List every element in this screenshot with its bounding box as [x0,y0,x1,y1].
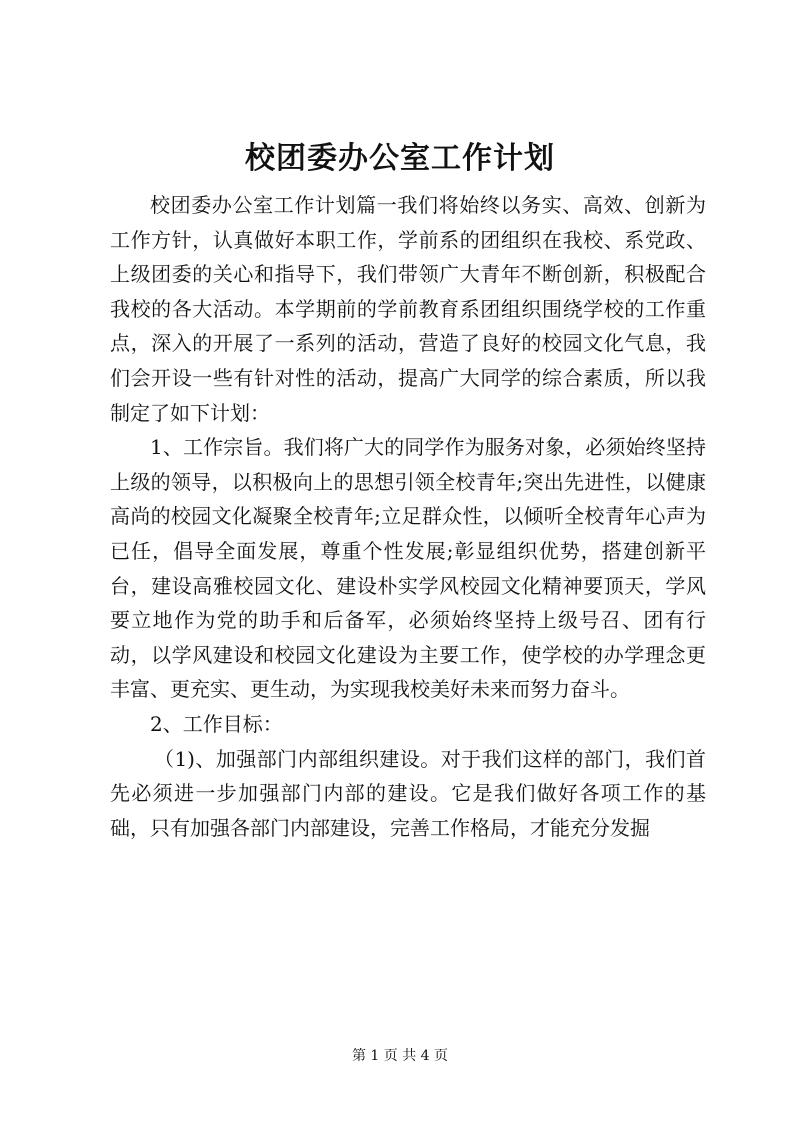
document-title: 校团委办公室工作计划 [245,141,555,176]
paragraph-intro: 校团委办公室工作计划篇一我们将始终以务实、高效、创新为工作方针，认真做好本职工作，学前系的团组织在我校、系党政、上级团委的关心和指导下，我们带领广大青年不断创新，积极配合我校的各大活动。本学期前的学前教育系团组织围绕学校的工作重点，深入的开展了一系列的活动，营造了良好的校园文化气息，我们会开设一些有针对性的活动，提高广大同学的综合素质，所以我制定了如下计划： [110,193,706,425]
paragraph-work-goals-heading: 2、工作目标： [150,711,283,736]
paragraph-work-purpose: 1、工作宗旨。我们将广大的同学作为服务对象，必须始终坚持上级的领导，以积极向上的思想引领全校青年;突出先进性，以健康高尚的校园文化凝聚全校青年;立足群众性，以倾听全校青年心声为已任，倡导全面发展，尊重个性发展;彰显组织优势，搭建创新平台，建设高雅校园文化、建设朴实学风校园文化精神要顶天，学风要立地作为党的助手和后备军，必须始终坚持上级号召、团有行动，以学风建设和校园文化建设为主要工作，使学校的办学理念更丰富、更充实、更生动，为实现我校美好未来而努力奋斗。 [110,435,706,702]
paragraph-goal-1: （1)、加强部门内部组织建设。对于我们这样的部门，我们首先必须进一步加强部门内部的建设。它是我们做好各项工作的基础，只有加强各部门内部建设，完善工作格局，才能充分发掘 [110,746,706,840]
document-body [110,188,706,845]
page-footer: 第 1 页 共 4 页 [351,1048,449,1064]
